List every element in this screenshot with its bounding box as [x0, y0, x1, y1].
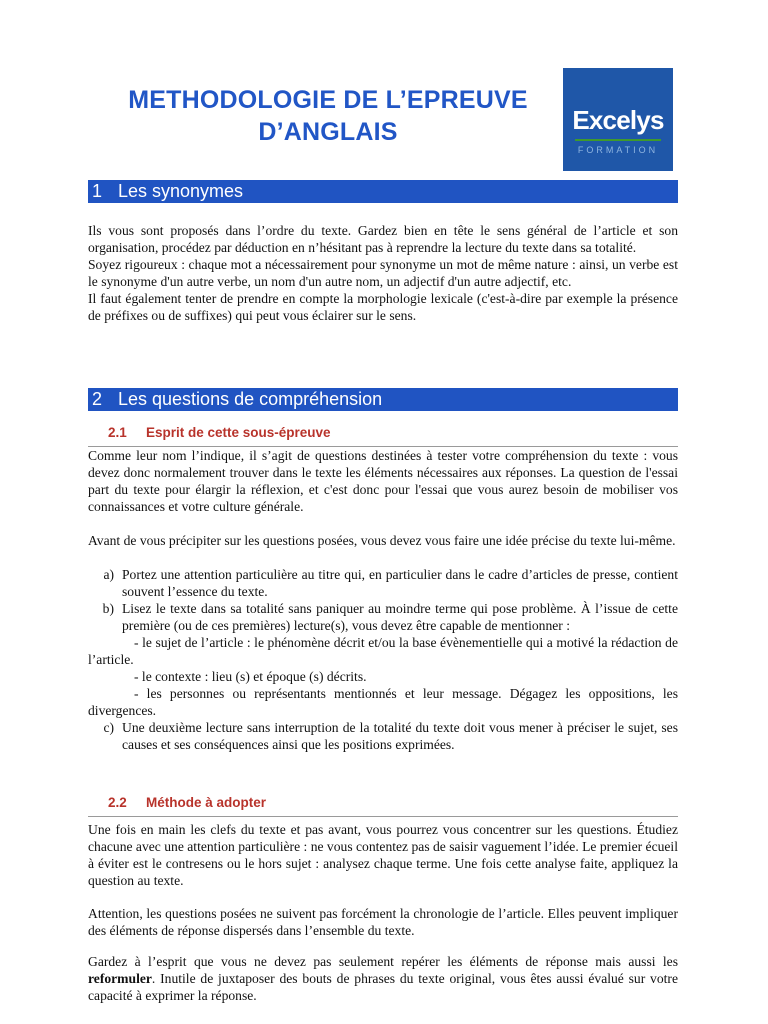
logo-divider: [575, 139, 661, 141]
paragraph: Il faut également tenter de prendre en compte la morphologie lexicale (c'est-à-dire par exemple la présence de préfixes ou de suffixes) qui peut vous éclairer sur le sens.: [88, 291, 678, 323]
subsection-2-2-heading: [88, 795, 678, 817]
subsection-2-1-title: Esprit de cette sous-épreuve: [146, 425, 331, 440]
paragraph: Une fois en main les clefs du texte et pas avant, vous pourrez vous concentrer sur les questions. Étudiez chacune avec une attention particulière : ne vous contentez pas de saisir vaguement l’idée. Le premier écueil à éviter est le contresens ou le hors sujet : analysez chaque terme. Une fois cette analyse faite, appliquez la question au texte.: [88, 822, 678, 888]
list-item: [88, 719, 678, 753]
page-title: [88, 84, 568, 148]
para-text: Gardez à l’esprit que vous ne devez pas seulement repérer les éléments de réponse mais aussi les: [88, 954, 678, 969]
emphasis-reformuler: reformuler: [88, 971, 152, 986]
sub-point: - les personnes ou représentants mentionnés et leur message. Dégagez les oppositions, les divergences.: [88, 686, 678, 718]
para-text: . Inutile de juxtaposer des bouts de phrases du texte original, vous êtes aussi évalué sur votre capacité à exprimer la réponse.: [88, 971, 678, 1003]
paragraph: Avant de vous précipiter sur les questions posées, vous devez vous faire une idée précise du texte lui-même.: [88, 533, 676, 548]
section-1-number: 1: [92, 181, 103, 201]
paragraph: Soyez rigoureux : chaque mot a nécessairement pour synonyme un mot de même nature : ainsi, un verbe est le synonyme d'un autre verbe, un nom d'un autre nom, un adjectif d'un autre adjectif, etc.: [88, 257, 678, 289]
section-1-body: [88, 222, 678, 324]
list-marker: c): [103, 720, 114, 735]
subsection-2-1-intro: [88, 447, 678, 515]
sub-point: - le sujet de l’article : le phénomène décrit et/ou la base évènementielle qui a motivé la rédaction de l’article.: [88, 635, 678, 667]
subsection-2-2-para-3: [88, 953, 678, 1004]
list-item-text: Lisez le texte dans sa totalité sans paniquer au moindre terme qui pose problème. À l’issue de cette première (ou de ces premières) lecture(s), vous devez être capable de mentionner :: [122, 601, 678, 633]
logo-wordmark: Excelys: [572, 105, 664, 135]
subsection-2-2-para-1: [88, 821, 678, 889]
list-item: [88, 600, 678, 634]
paragraph: Attention, les questions posées ne suivent pas forcément la chronologie de l’article. Elles peuvent impliquer des éléments de réponse dispersés dans l’ensemble du texte.: [88, 906, 678, 938]
subsection-2-2-title: Méthode à adopter: [146, 795, 267, 810]
reading-steps-list: [88, 566, 678, 753]
excelys-logo: [563, 68, 673, 171]
section-1-title: Les synonymes: [118, 181, 244, 201]
sub-point: - le contexte : lieu (s) et époque (s) décrits.: [134, 669, 367, 684]
title-line-1: METHODOLOGIE DE L’EPREUVE: [128, 86, 528, 114]
paragraph: Comme leur nom l’indique, il s’agit de questions destinées à tester votre compréhension du texte : vous devez donc normalement trouver dans le texte les éléments nécessaires aux réponses. La question de l'essai part du texte pour élargir la réflexion, et c'est donc pour l'essai que vous aurez besoin de mobiliser vos connaissances et votre culture générale.: [88, 448, 678, 514]
subsection-2-1-heading: [88, 425, 678, 447]
subsection-2-1-number: 2.1: [108, 425, 127, 440]
section-2-title: Les questions de compréhension: [118, 389, 383, 409]
list-marker: b): [102, 601, 114, 616]
section-2-number: 2: [92, 389, 103, 409]
subsection-2-2-para-2: [88, 905, 678, 939]
logo-subtitle: FORMATION: [577, 145, 659, 155]
section-1-heading: [88, 180, 678, 203]
title-line-2: D’ANGLAIS: [258, 118, 398, 146]
paragraph: [88, 953, 678, 1004]
section-2-heading: [88, 388, 678, 411]
subsection-2-2-number: 2.2: [108, 795, 127, 810]
list-marker: a): [103, 567, 114, 582]
list-item-text: Une deuxième lecture sans interruption de la totalité du texte doit vous mener à préciser le sujet, ses causes et ses conséquences ainsi que les positions exprimées.: [122, 720, 678, 752]
subsection-2-1-lead: [88, 532, 678, 549]
paragraph: Ils vous sont proposés dans l’ordre du texte. Gardez bien en tête le sens général de l’article et son organisation, procédez par déduction en n’hésitant pas à reprendre la lecture du texte dans sa totalité.: [88, 223, 678, 255]
list-item: [88, 566, 678, 600]
list-item-text: Portez une attention particulière au titre qui, en particulier dans le cadre d’articles de presse, contient souvent l’essence du texte.: [122, 567, 678, 599]
